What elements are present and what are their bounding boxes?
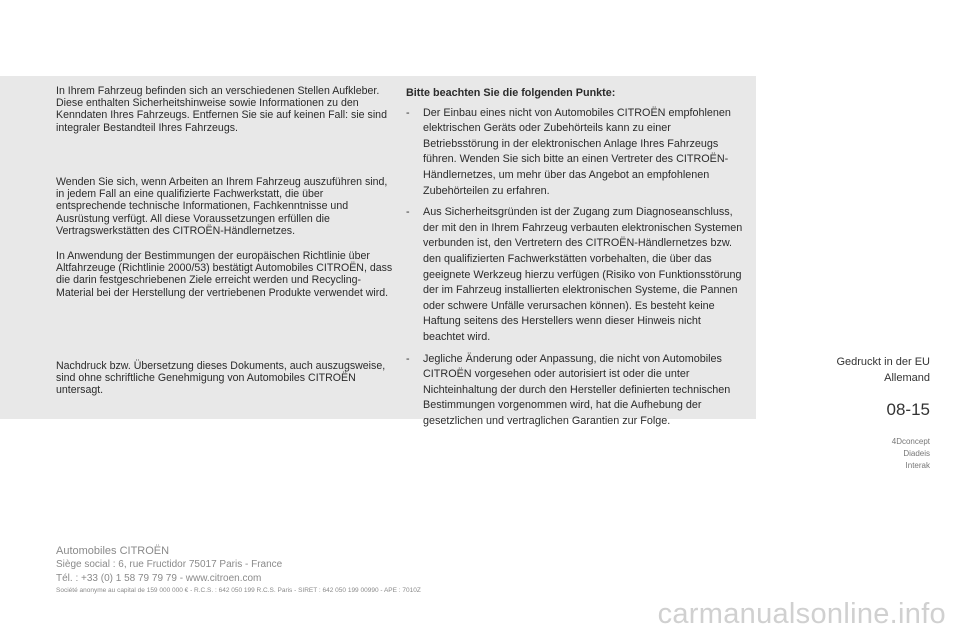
footer-tel: Tél. : +33 (0) 1 58 79 79 79 - www.citroen.com bbox=[56, 573, 262, 584]
language-line: Allemand bbox=[884, 372, 930, 384]
page-number: 08-15 bbox=[886, 400, 930, 419]
credits bbox=[892, 436, 930, 472]
bullet-dash: - bbox=[406, 352, 410, 365]
bullet-dash: - bbox=[406, 106, 410, 119]
paragraph-copyright: Nachdruck bzw. Übersetzung dieses Dokuments, auch auszugsweise, sind ohne schriftliche Genehmigung von Automobiles CITROËN untersagt. bbox=[56, 360, 386, 397]
list-item bbox=[406, 106, 744, 200]
printed-in-line: Gedruckt in der EU bbox=[836, 356, 930, 368]
paragraph-recycling: In Anwendung der Bestimmungen der europäischen Richtlinie über Altfahrzeuge (Richtlinie 2000/53) bestätigt Automobiles CITROËN, dass die darin festgeschriebenen Ziele erreicht werden und Recycling-Material bei der Herstellung der vertriebenen Produkte verwendet wird. bbox=[56, 250, 393, 299]
footer-company: Automobiles CITROËN bbox=[56, 545, 170, 557]
paragraph-workshop: Wenden Sie sich, wenn Arbeiten an Ihrem Fahrzeug auszuführen sind, in jedem Fall an eine qualifizierte Fachwerkstatt, die über entsprechende technische Informationen, Fachkenntnisse und Ausrüstung verfügt. All diese Voraussetzungen erfüllen die Vertragswerkstätten des CITROËN-Händlernetzes. bbox=[56, 176, 388, 237]
notice-list bbox=[406, 106, 744, 430]
list-item bbox=[406, 205, 744, 345]
notice-heading: Bitte beachten Sie die folgenden Punkte: bbox=[406, 87, 616, 99]
list-item-text: Aus Sicherheitsgründen ist der Zugang zum Diagnoseanschluss, der mit den in Ihrem Fahrzeug verbauten elektronischen Systemen verbunden ist, den Vertretern des CITROËN-Händlernetzes bzw. den qualifizierten Fachwerkstätten vorbehalten, die über das geeignete Werkzeug hierzu verfügen (Risiko von Funktionsstörung der im Fahrzeug installierten elektronischen Systeme, die Pannen oder schwere Unfälle verursachen können). Es besteht keine Haftung seitens des Herstellers wenn dieser Hinweis nicht beachtet wird. bbox=[423, 206, 743, 343]
footer-legal: Société anonyme au capital de 159 000 000 € - R.C.S. : 642 050 199 R.C.S. Paris - SIRET : 642 050 199 00990 - APE : 7010Z bbox=[56, 587, 421, 594]
right-column bbox=[406, 86, 744, 435]
list-item-text: Jegliche Änderung oder Anpassung, die nicht von Automobiles CITROËN vorgesehen oder autorisiert ist oder die unter Nichteinhaltung der durch den Hersteller definierten technischen Bestimmungen vorgenommen wird, hat die Aufhebung der gesetzlichen und vertraglichen Garantien zur Folge. bbox=[423, 352, 731, 427]
paragraph-stickers: In Ihrem Fahrzeug befinden sich an verschiedenen Stellen Aufkleber. Diese enthalten Sicherheitshinweise sowie Informationen zu den Kenndaten Ihres Fahrzeugs. Entfernen Sie sie auf keinen Fall: sie sind integraler Bestandteil Ihres Fahrzeugs. bbox=[56, 85, 387, 134]
credit-line: Interak bbox=[905, 461, 930, 470]
credit-line: 4Dconcept bbox=[891, 437, 930, 446]
list-item bbox=[406, 352, 744, 430]
list-item-text: Der Einbau eines nicht von Automobiles CITROËN empfohlenen elektrischen Geräts oder Zubehörteils kann zu einer Betriebsstörung in der elektronischen Anlage Ihres Fahrzeugs führen. Wenden Sie sich bitte an einen Vertreter des CITROËN-Händlernetzes, um mehr über das Angebot an empfohlenen Zubehörteilen zu erfahren. bbox=[423, 106, 731, 197]
printed-info bbox=[836, 354, 930, 386]
footer bbox=[56, 544, 421, 596]
watermark: carmanualsonline.info bbox=[657, 598, 946, 630]
credit-line: Diadeis bbox=[903, 449, 930, 458]
footer-address: Siège social : 6, rue Fructidor 75017 Paris - France bbox=[56, 559, 283, 570]
bullet-dash: - bbox=[406, 206, 410, 219]
